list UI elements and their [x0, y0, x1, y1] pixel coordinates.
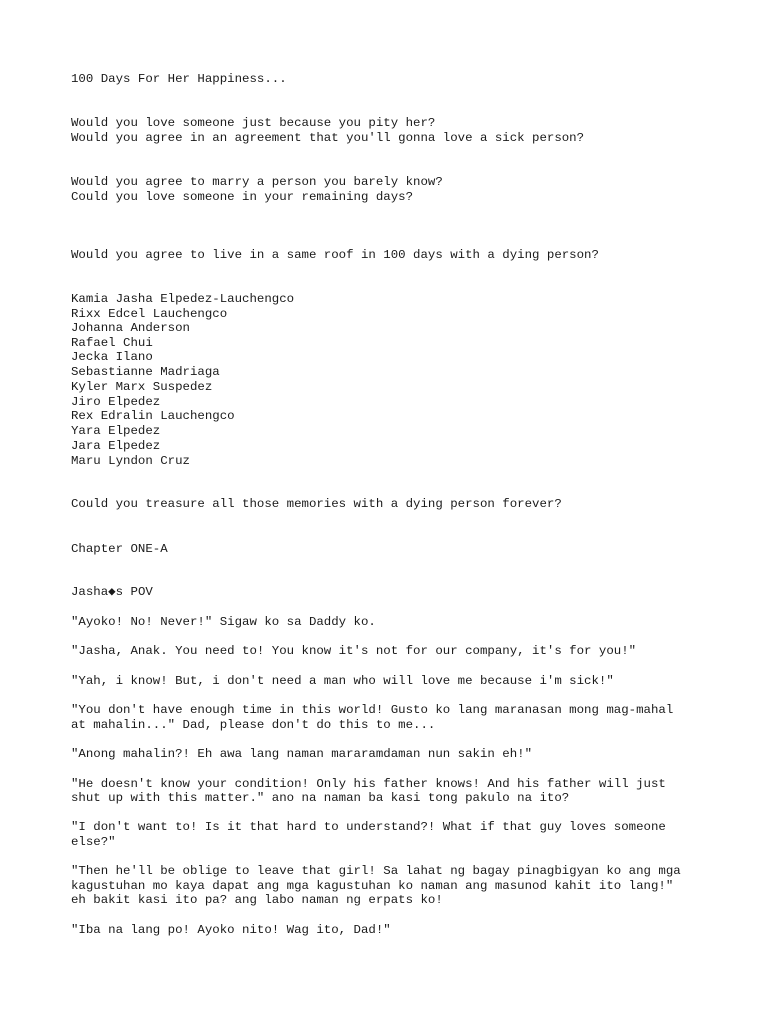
cast-name: Rex Edralin Lauchengco	[71, 409, 235, 423]
cast-name: Jecka Ilano	[71, 350, 153, 364]
paragraph-line: shut up with this matter." ano na naman ba kasi tong pakulo na ito?	[71, 791, 570, 805]
paragraph-line: "Ayoko! No! Never!" Sigaw ko sa Daddy ko.	[71, 615, 376, 629]
cast-name: Rafael Chui	[71, 336, 153, 350]
pov-heading: Jasha◆s POV	[71, 585, 153, 599]
cast-name: Yara Elpedez	[71, 424, 161, 438]
paragraph-line: "Iba na lang po! Ayoko nito! Wag ito, Dad!"	[71, 923, 391, 937]
intro-question: Could you love someone in your remaining days?	[71, 190, 414, 204]
paragraph-line: "He doesn't know your condition! Only his father knows! And his father will just	[71, 777, 666, 791]
paragraph-line: "You don't have enough time in this world! Gusto ko lang maranasan mong mag-mahal	[71, 703, 674, 717]
cast-name: Johanna Anderson	[71, 321, 190, 335]
cast-list	[71, 176, 731, 468]
paragraph-line: eh bakit kasi ito pa? ang labo naman ng erpats ko!	[71, 893, 443, 907]
chapter-heading: Chapter ONE-A	[71, 542, 168, 556]
cast-name: Jiro Elpedez	[71, 395, 161, 409]
paragraph-line: "Anong mahalin?! Eh awa lang naman mararamdaman nun sakin eh!"	[71, 747, 533, 761]
intro-question: Would you agree to marry a person you barely know?	[71, 175, 443, 189]
intro-question: Would you agree to live in a same roof in 100 days with a dying person?	[71, 248, 599, 262]
cast-name: Sebastianne Madriaga	[71, 365, 220, 379]
intro-question: Could you treasure all those memories with a dying person forever?	[71, 497, 562, 511]
paragraph-line: at mahalin..." Dad, please don't do this to me...	[71, 718, 436, 732]
paragraph-line: "I don't want to! Is it that hard to understand?! What if that guy loves someone	[71, 820, 666, 834]
paragraph-line: "Then he'll be oblige to leave that girl! Sa lahat ng bagay pinagbigyan ko ang mga	[71, 864, 681, 878]
paragraph-line: "Jasha, Anak. You need to! You know it's not for our company, it's for you!"	[71, 644, 637, 658]
document-title: 100 Days For Her Happiness...	[71, 72, 287, 86]
cast-name: Maru Lyndon Cruz	[71, 454, 190, 468]
intro-question: Would you agree in an agreement that you'll gonna love a sick person?	[71, 131, 585, 145]
intro-question: Would you love someone just because you pity her?	[71, 116, 436, 130]
cast-name: Kyler Marx Suspedez	[71, 380, 213, 394]
paragraph-line: kagustuhan mo kaya dapat ang mga kagustuhan ko naman ang masunod kahit ito lang!"	[71, 879, 674, 893]
paragraph-line: "Yah, i know! But, i don't need a man who will love me because i'm sick!"	[71, 674, 614, 688]
cast-name: Kamia Jasha Elpedez-Lauchengco	[71, 292, 295, 306]
paragraph-line: else?"	[71, 835, 116, 849]
document-page	[71, 0, 731, 937]
cast-name: Rixx Edcel Lauchengco	[71, 307, 228, 321]
cast-name: Jara Elpedez	[71, 439, 161, 453]
